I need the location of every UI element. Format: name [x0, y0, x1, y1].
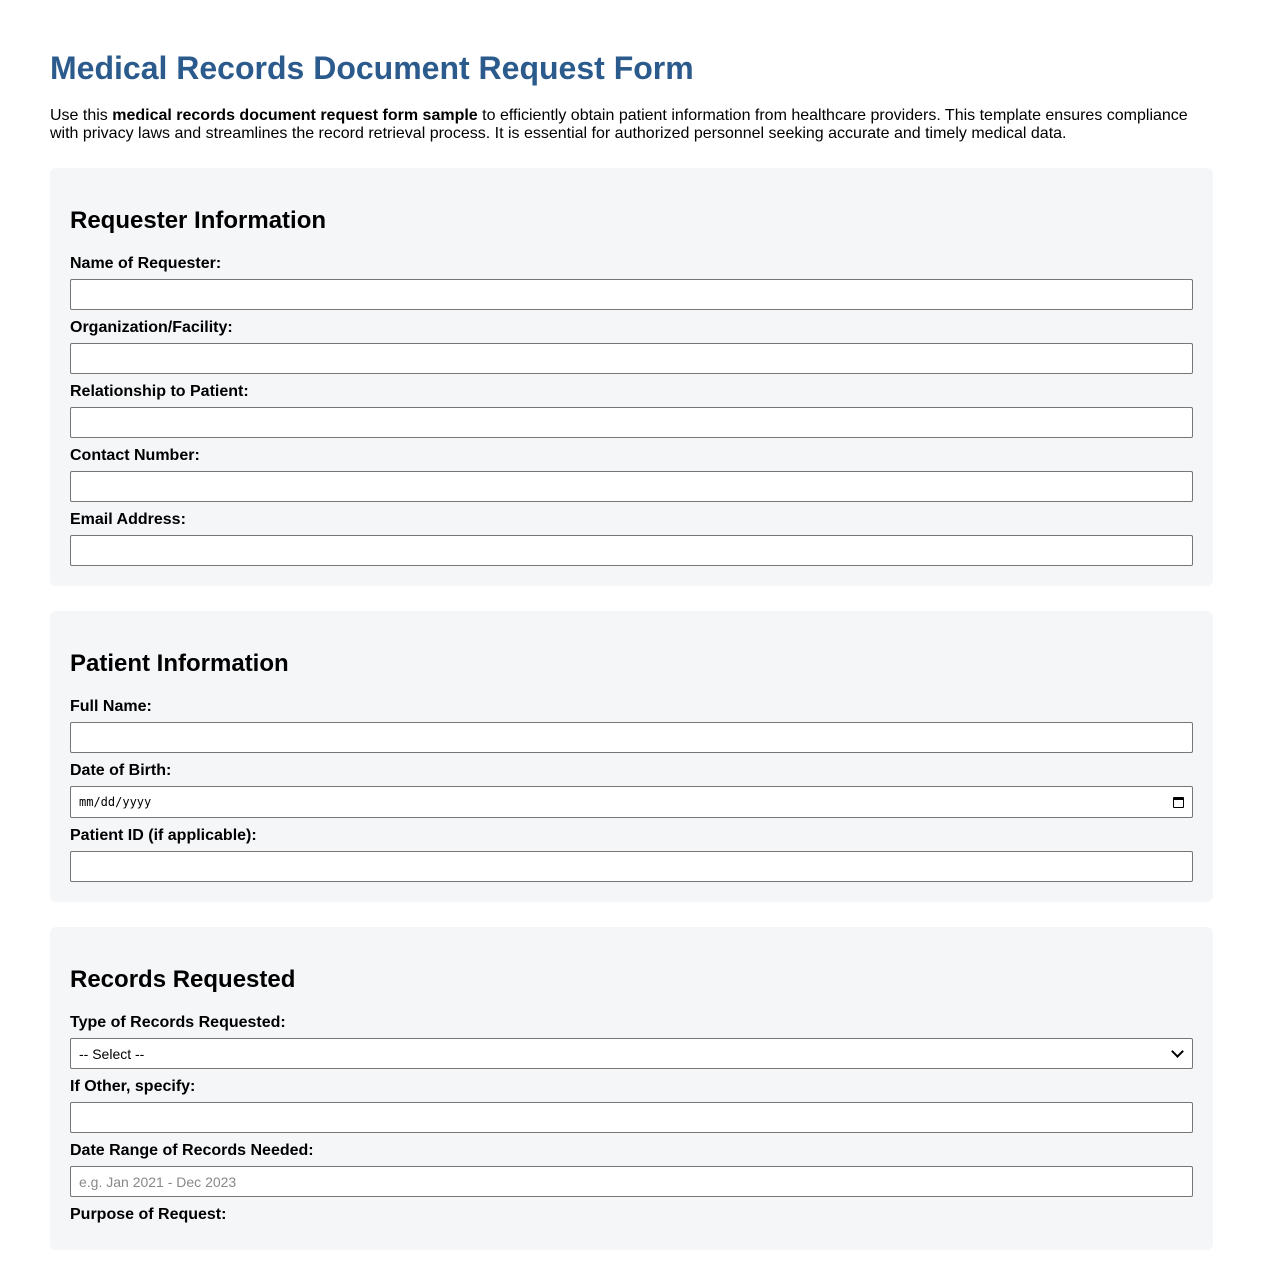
email-input[interactable]	[70, 535, 1193, 566]
contact-number-input[interactable]	[70, 471, 1193, 502]
dob-input[interactable]	[70, 786, 1193, 818]
requester-name-label: Name of Requester:	[70, 255, 222, 272]
relationship-input[interactable]	[70, 407, 1193, 438]
patient-id-label: Patient ID (if applicable):	[70, 827, 257, 844]
calendar-icon[interactable]	[1173, 797, 1184, 808]
other-specify-label: If Other, specify:	[70, 1078, 196, 1095]
chevron-down-icon	[1171, 1045, 1184, 1058]
purpose-label: Purpose of Request:	[70, 1206, 227, 1223]
intro-text	[50, 107, 1213, 143]
records-section	[50, 927, 1213, 1250]
email-label: Email Address:	[70, 511, 186, 528]
record-type-select[interactable]	[70, 1038, 1193, 1069]
contact-number-label: Contact Number:	[70, 447, 200, 464]
requester-name-input[interactable]	[70, 279, 1193, 310]
patient-id-input[interactable]	[70, 851, 1193, 882]
dob-label: Date of Birth:	[70, 762, 172, 779]
records-heading: Records Requested	[70, 966, 296, 993]
intro-suffix: to efficiently obtain patient information from healthcare providers. This template ensures compliance with privacy laws and streamlines the record retrieval process. It is essential for authorized personnel seeking accurate and timely medical data.	[50, 107, 1188, 142]
patient-section	[50, 611, 1213, 902]
intro-prefix: Use this	[50, 107, 113, 124]
full-name-input[interactable]	[70, 722, 1193, 753]
date-range-label: Date Range of Records Needed:	[70, 1142, 314, 1159]
organization-input[interactable]	[70, 343, 1193, 374]
date-range-input[interactable]	[70, 1166, 1193, 1197]
record-type-label: Type of Records Requested:	[70, 1014, 286, 1031]
other-specify-input[interactable]	[70, 1102, 1193, 1133]
requester-section	[50, 168, 1213, 586]
requester-heading: Requester Information	[70, 207, 327, 234]
organization-label: Organization/Facility:	[70, 319, 233, 336]
full-name-label: Full Name:	[70, 698, 152, 715]
record-type-selected: -- Select --	[79, 1045, 145, 1062]
intro-bold: medical records document request form sample	[112, 107, 478, 124]
page-title: Medical Records Document Request Form	[50, 50, 694, 86]
relationship-label: Relationship to Patient:	[70, 383, 249, 400]
patient-heading: Patient Information	[70, 650, 289, 677]
dob-placeholder: mm/dd/yyyy	[79, 795, 152, 809]
